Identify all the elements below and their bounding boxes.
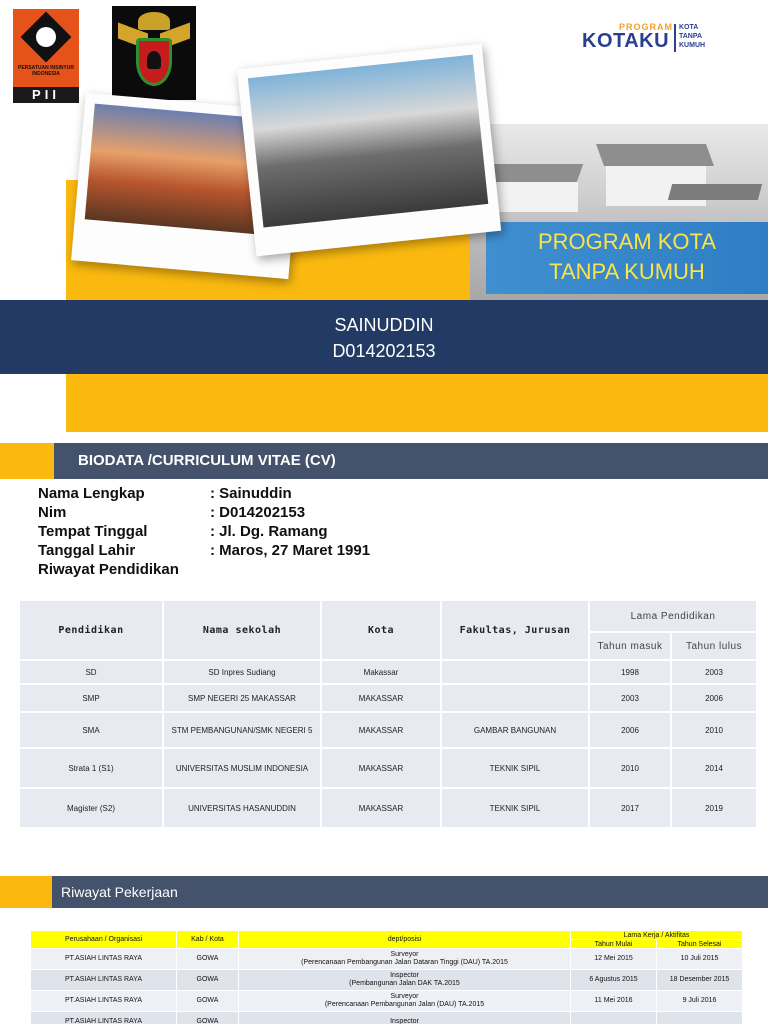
col-end: Tahun Selesai	[657, 940, 743, 949]
edu-year-out: 2014	[671, 748, 757, 788]
work-region: GOWA	[177, 970, 239, 991]
table-row	[19, 712, 757, 748]
work-header	[0, 876, 768, 908]
col-fakultas: Fakultas, Jurusan	[441, 600, 589, 660]
work-company: PT.ASIAH LINTAS RAYA	[31, 949, 177, 970]
edu-major: TEKNIK SIPIL	[441, 748, 589, 788]
work-company: PT.ASIAH LINTAS RAYA	[31, 1012, 177, 1024]
work-end: 10 Juli 2015	[657, 949, 743, 970]
work-start: 11 Mei 2016	[571, 991, 657, 1012]
kotaku-logo	[582, 22, 722, 56]
work-company: PT.ASIAH LINTAS RAYA	[31, 970, 177, 991]
edu-year-out: 2006	[671, 684, 757, 712]
col-period: Lama Kerja / Aktifitas	[571, 931, 743, 940]
biodata-title: BIODATA /CURRICULUM VITAE (CV)	[54, 443, 768, 479]
pii-logo-text: PERSATUAN INSINYUR INDONESIA	[17, 65, 75, 77]
biodata-label: Nama Lengkap	[38, 485, 145, 502]
work-project: (Perencanaan Pembangunan Jalan (DAU) TA.2015	[324, 1001, 485, 1008]
edu-city: MAKASSAR	[321, 788, 441, 828]
col-lulus: Tahun lulus	[671, 632, 757, 660]
edu-major: GAMBAR BANGUNAN	[441, 712, 589, 748]
work-position	[239, 1012, 571, 1024]
work-start: 6 Agustus 2015	[571, 970, 657, 991]
edu-year-in: 2017	[589, 788, 671, 828]
work-position	[239, 991, 571, 1012]
table-row	[31, 991, 743, 1012]
edu-city: MAKASSAR	[321, 684, 441, 712]
work-position	[239, 970, 571, 991]
work-region: GOWA	[177, 949, 239, 970]
edu-level: SMP	[19, 684, 163, 712]
edu-school: SMP NEGERI 25 MAKASSAR	[163, 684, 321, 712]
biodata-label: Tempat Tinggal	[38, 523, 148, 540]
table-row	[19, 660, 757, 684]
col-pendidikan: Pendidikan	[19, 600, 163, 660]
col-sekolah: Nama sekolah	[163, 600, 321, 660]
table-row	[31, 1012, 743, 1024]
pii-logo	[13, 9, 79, 103]
edu-year-in: 2010	[589, 748, 671, 788]
work-role: Surveyor	[390, 993, 419, 1000]
alley-street-image	[248, 55, 488, 228]
biodata-value: : Sainuddin	[210, 485, 292, 502]
edu-school: UNIVERSITAS MUSLIM INDONESIA	[163, 748, 321, 788]
name-banner	[0, 300, 768, 374]
kotaku-sub-line: KOTA	[679, 24, 699, 31]
work-position	[239, 949, 571, 970]
col-company: Perusahaan / Organisasi	[31, 931, 177, 949]
pii-letters: PII	[13, 87, 79, 103]
work-start	[571, 1012, 657, 1024]
header-accent	[0, 443, 54, 479]
person-id: D014202153	[332, 341, 436, 361]
col-dept: dept/posisi	[239, 931, 571, 949]
table-row	[19, 684, 757, 712]
program-title-line: TANPA KUMUH	[549, 259, 705, 284]
biodata-label: Tanggal Lahir	[38, 542, 136, 559]
edu-year-out: 2019	[671, 788, 757, 828]
work-end: 9 Juli 2016	[657, 991, 743, 1012]
col-start: Tahun Mulai	[571, 940, 657, 949]
work-project: (Perencanaan Pembangunan Jalan Dataran Tinggi (DAU) TA.2015	[301, 959, 508, 966]
work-table	[30, 930, 743, 1024]
biodata-label: Riwayat Pendidikan	[38, 561, 179, 578]
col-masuk: Tahun masuk	[589, 632, 671, 660]
kotaku-sub-line: KUMUH	[679, 42, 706, 49]
edu-school: SD Inpres Sudiang	[163, 660, 321, 684]
program-title-box	[486, 222, 768, 294]
program-title-line: PROGRAM KOTA	[537, 229, 717, 254]
work-project: (Pembangunan Jalan DAK TA.2015	[349, 980, 460, 987]
work-region: GOWA	[177, 1012, 239, 1024]
edu-major	[441, 660, 589, 684]
edu-major: TEKNIK SIPIL	[441, 788, 589, 828]
person-name: SAINUDDIN	[334, 315, 434, 335]
edu-level: Strata 1 (S1)	[19, 748, 163, 788]
work-end	[657, 1012, 743, 1024]
biodata-value: : D014202153	[210, 504, 306, 521]
col-kota: Kota	[321, 600, 441, 660]
university-crest-logo	[112, 6, 196, 100]
title-slide	[0, 0, 768, 432]
edu-level: SMA	[19, 712, 163, 748]
work-end: 18 Desember 2015	[657, 970, 743, 991]
work-role: Inspector	[390, 972, 419, 979]
table-row	[19, 788, 757, 828]
edu-school: UNIVERSITAS HASANUDDIN	[163, 788, 321, 828]
biodata-header	[0, 443, 768, 479]
work-region: GOWA	[177, 991, 239, 1012]
edu-city: MAKASSAR	[321, 748, 441, 788]
biodata-label: Nim	[38, 504, 67, 521]
table-row	[31, 970, 743, 991]
edu-level: SD	[19, 660, 163, 684]
work-role: Surveyor	[390, 951, 419, 958]
work-start: 12 Mei 2015	[571, 949, 657, 970]
biodata-slide	[0, 443, 768, 858]
kotaku-name: KOTAKU	[582, 30, 670, 52]
edu-year-out: 2003	[671, 660, 757, 684]
kotaku-program-label: PROGRAM	[619, 22, 673, 32]
work-company: PT.ASIAH LINTAS RAYA	[31, 991, 177, 1012]
header-accent	[0, 876, 52, 908]
biodata-value: : Maros, 27 Maret 1991	[210, 542, 371, 559]
eagle-icon	[138, 12, 170, 30]
edu-year-in: 2006	[589, 712, 671, 748]
biodata-value: : Jl. Dg. Ramang	[210, 523, 328, 540]
kotaku-sub-line: TANPA	[679, 33, 703, 40]
shield-emblem-icon	[147, 51, 161, 69]
edu-major	[441, 684, 589, 712]
work-role: Inspector	[390, 1018, 419, 1024]
edu-year-in: 2003	[589, 684, 671, 712]
pii-circle-icon	[36, 27, 56, 47]
table-row	[31, 949, 743, 970]
edu-year-in: 1998	[589, 660, 671, 684]
polaroid-photo-alley	[237, 44, 501, 257]
edu-year-out: 2010	[671, 712, 757, 748]
kotaku-subtitle	[679, 23, 705, 50]
edu-level: Magister (S2)	[19, 788, 163, 828]
edu-city: MAKASSAR	[321, 712, 441, 748]
work-title: Riwayat Pekerjaan	[52, 876, 768, 908]
education-table	[18, 599, 758, 829]
table-row	[19, 748, 757, 788]
edu-city: Makassar	[321, 660, 441, 684]
col-lama: Lama Pendidikan	[589, 600, 757, 632]
kotaku-divider	[674, 24, 676, 52]
col-region: Kab / Kota	[177, 931, 239, 949]
edu-school: STM PEMBANGUNAN/SMK NEGERI 5	[163, 712, 321, 748]
work-history-slide	[0, 876, 768, 1024]
